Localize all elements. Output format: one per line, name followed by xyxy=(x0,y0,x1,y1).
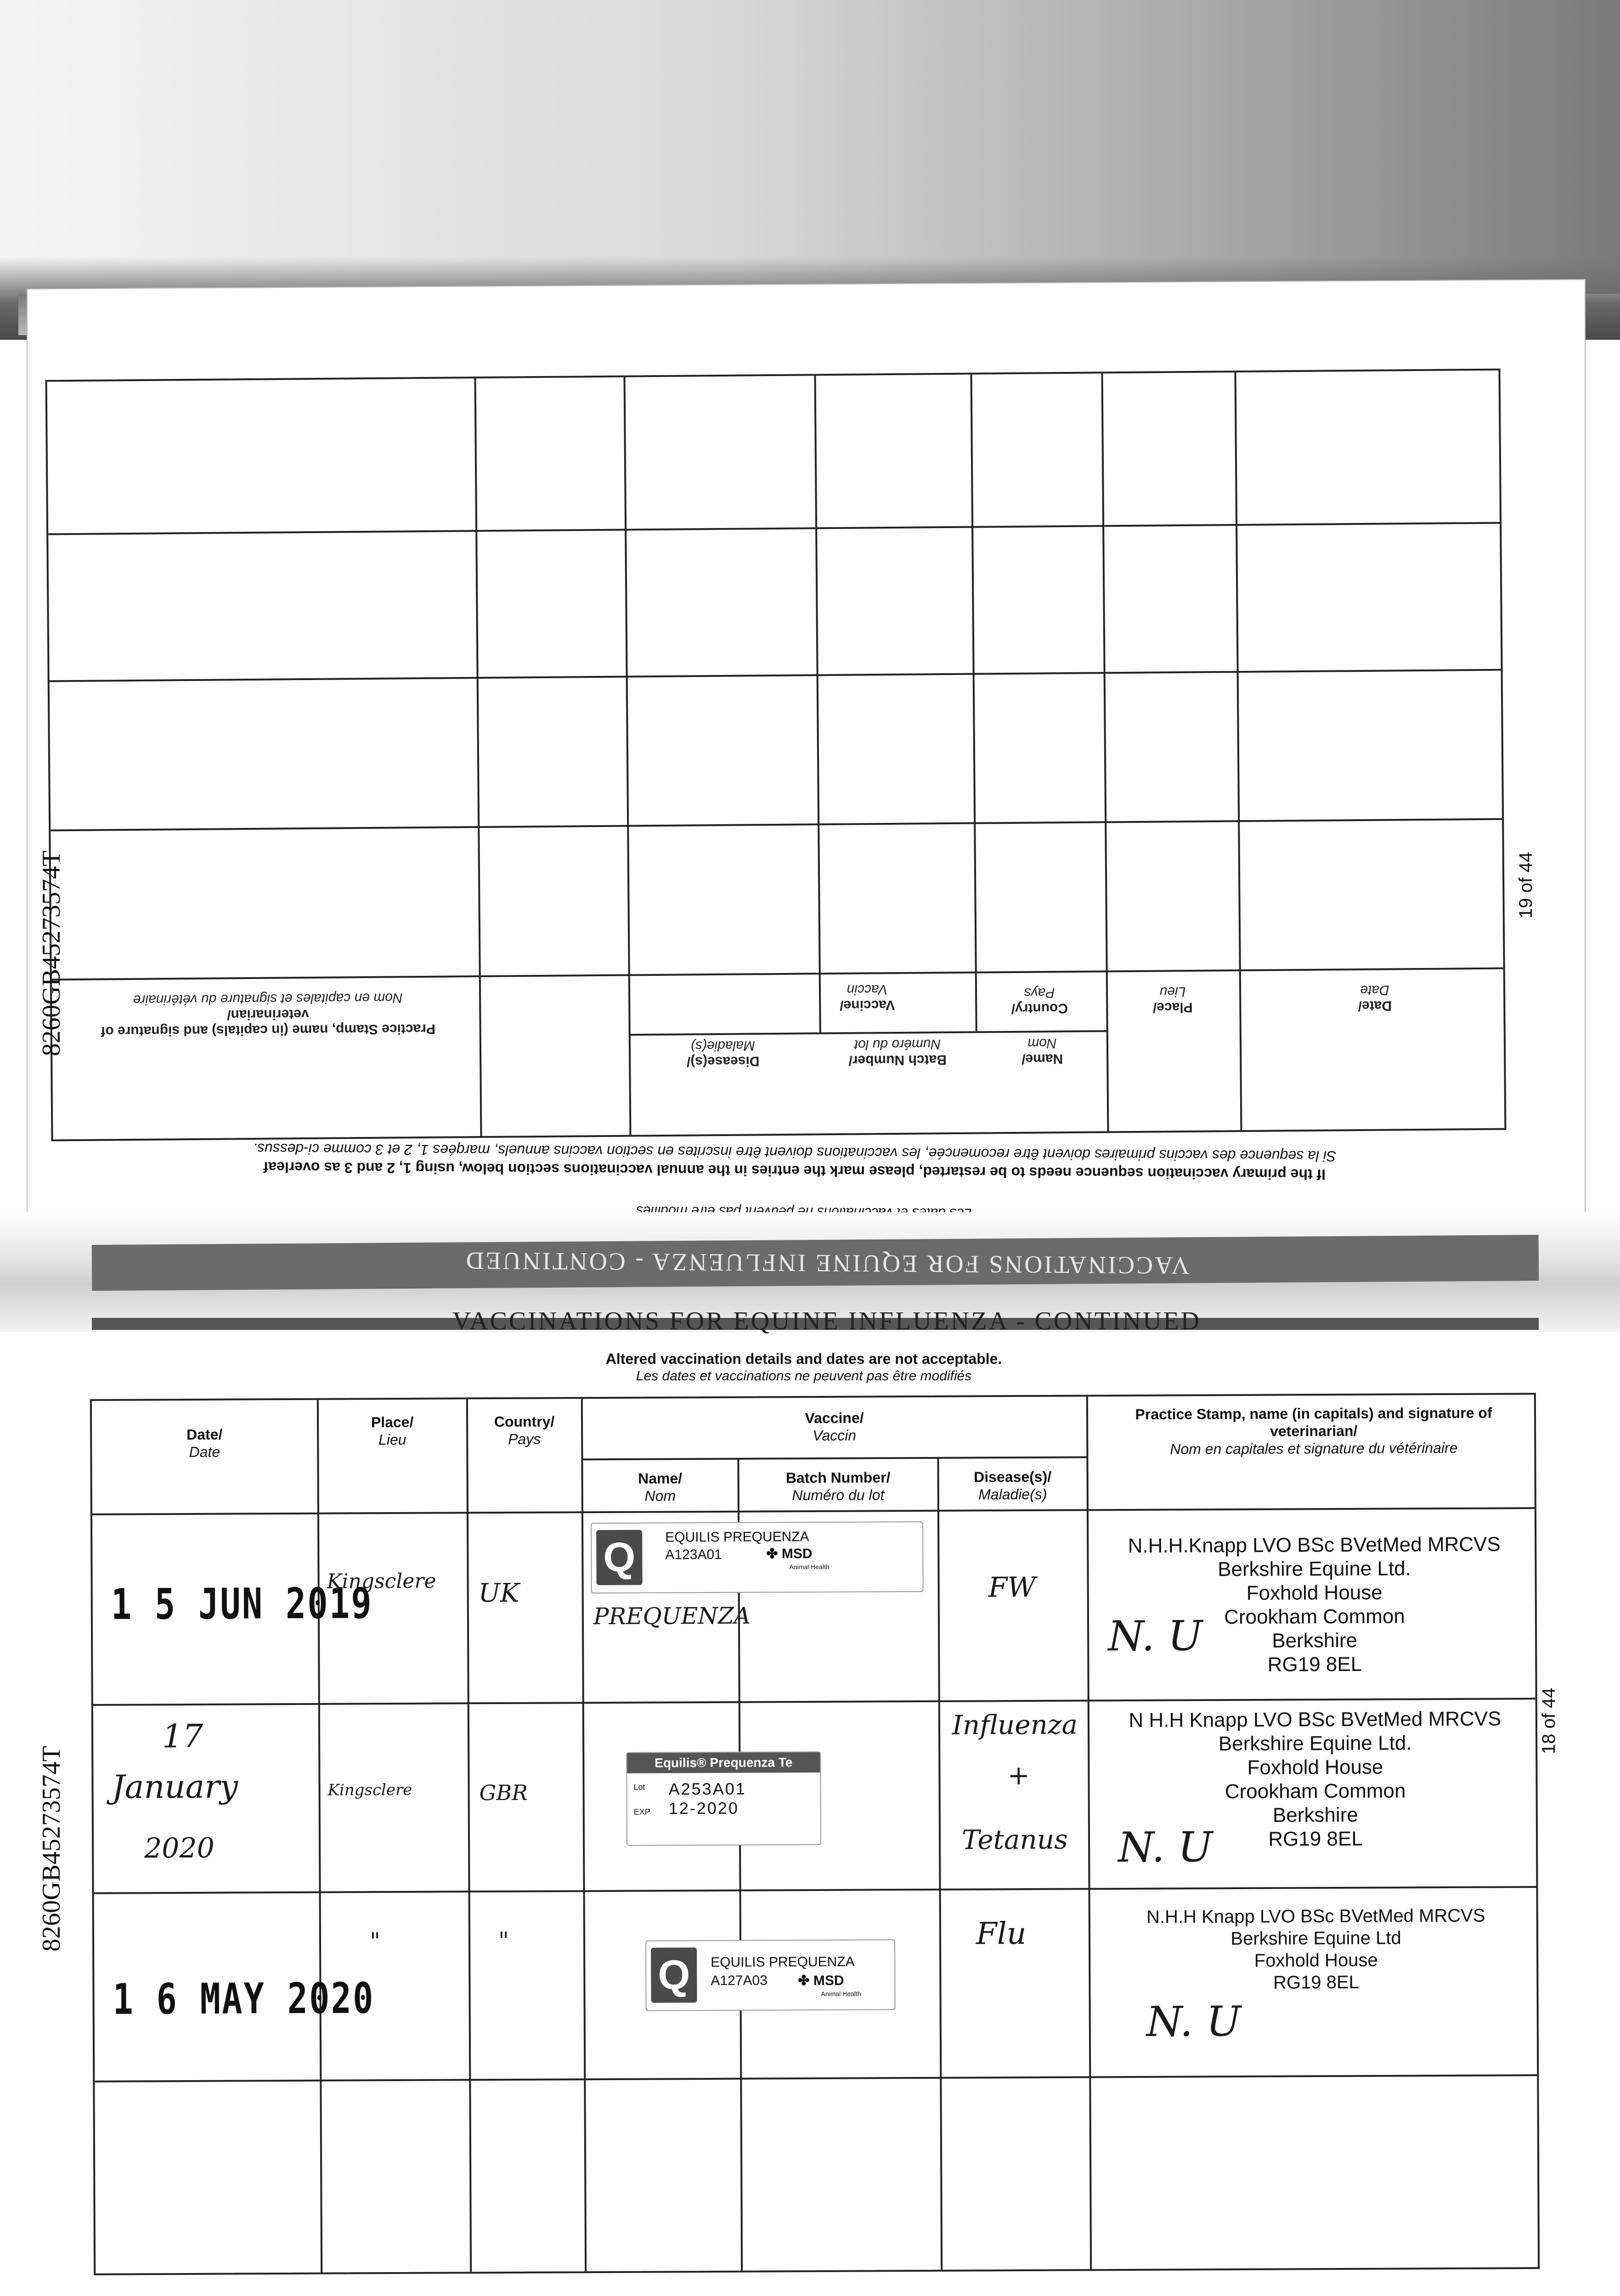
row2-label-title: Equilis® Prequenza Te xyxy=(627,1752,820,1773)
row1-q-logo: Q xyxy=(596,1530,643,1585)
row2-disease-line3: Tetanus xyxy=(961,1823,1068,1856)
row1-disease: FW xyxy=(988,1571,1036,1604)
upper-header-disease: Disease(s)/ Maladie(s) xyxy=(686,1038,760,1069)
row3-disease: Flu xyxy=(976,1915,1027,1952)
row3-place: " xyxy=(369,1928,381,1955)
row1-label-brand: ✤ MSD xyxy=(766,1546,813,1562)
vaccination-table xyxy=(90,1393,1540,2275)
upper-vaccination-table xyxy=(45,369,1507,1142)
row2-date-year: 2020 xyxy=(144,1832,214,1865)
header-date: Date/ Date xyxy=(186,1426,223,1460)
upper-header-batch: Batch Number/ Numéro du lot xyxy=(848,1036,947,1068)
header-batch-number: Batch Number/ Numéro du lot xyxy=(785,1469,891,1504)
upper-page-number: 19 of 44 xyxy=(1516,852,1536,918)
header-country: Country/ Pays xyxy=(494,1413,555,1447)
upper-header-place: Place/ Lieu xyxy=(1152,984,1193,1015)
upper-instruction-en: If the primary vaccination sequence needs to be restarted, please mark the entries in the annual vaccinations section below, using 1, 2 and 3 as overleaf xyxy=(263,1159,1326,1183)
upper-header-date: Date/ Date xyxy=(1358,982,1392,1014)
row3-q-logo: Q xyxy=(651,1947,697,2003)
row3-label-brand: ✤ MSD xyxy=(798,1973,844,1989)
row1-vaccine-label xyxy=(591,1521,924,1593)
row3-practice-stamp: N.H.H Knapp LVO BSc BVetMed MRCVS Berkshire Equine Ltd Foxhold House RG19 8EL xyxy=(1146,1905,1485,1993)
upper-section-title: VACCINATIONS FOR EQUINE INFLUENZA - CONTINUED xyxy=(464,1247,1190,1280)
row1-place: Kingsclere xyxy=(327,1569,436,1593)
row2-label-exp-key: EXP xyxy=(633,1807,650,1817)
row2-country: GBR xyxy=(479,1780,528,1806)
row3-signature: N. U xyxy=(1146,1997,1242,2046)
upper-header-country: Country/ Pays xyxy=(1011,985,1068,1016)
header-disease: Disease(s)/ Maladie(s) xyxy=(974,1468,1052,1503)
upper-header-vaccine: Vaccine/ Vaccin xyxy=(840,982,895,1013)
row2-date-day: 17 xyxy=(162,1717,203,1756)
row1-label-sub: Animal Health xyxy=(789,1563,830,1571)
row2-date-month: January xyxy=(112,1767,238,1806)
msd-icon: ✤ xyxy=(766,1546,778,1562)
upper-header-stamp: Practice Stamp, name (in capitals) and signature of veterinarian/ Nom en capitales et signature du vétérinaire xyxy=(101,990,436,1039)
row1-country: UK xyxy=(478,1578,519,1609)
upper-instruction-fr: Si la sequence des vaccins primaires doivent être recomencée, les vaccinations doivent être inscrites en section vaccins annuels, marqées 1, 2 et 3 comme ci-dessus. xyxy=(253,1140,1337,1165)
document-id: 8260GB45273574T xyxy=(37,1746,66,1952)
row3-country: " xyxy=(498,1927,509,1954)
row1-date: 1 5 JUN 2019 xyxy=(111,1579,373,1629)
row3-label-sub: Animal Health xyxy=(821,1990,861,1998)
row2-place: Kingsclere xyxy=(327,1780,412,1800)
row2-label-lot-key: Lot xyxy=(633,1782,645,1792)
row3-date: 1 6 MAY 2020 xyxy=(113,1974,375,2024)
row1-label-product: EQUILIS PREQUENZA xyxy=(665,1529,809,1545)
row2-disease-line1: Influenza xyxy=(952,1709,1078,1741)
upper-header-name: Name/ Nom xyxy=(1022,1035,1063,1067)
row3-vaccine-label xyxy=(645,1939,896,2011)
row2-disease-line2: + xyxy=(1007,1759,1030,1791)
page-number: 18 of 44 xyxy=(1539,1688,1559,1754)
row1-label-batch: A123A01 xyxy=(665,1547,722,1563)
row1-practice-stamp: N.H.H.Knapp LVO BSc BVetMed MRCVS Berkshire Equine Ltd. Foxhold House Crookham Common Berkshire RG19 8EL xyxy=(1128,1533,1501,1676)
upper-document-id: 8260GB45273574T xyxy=(37,850,66,1056)
row1-vaccine-name: PREQUENZA xyxy=(593,1602,751,1630)
notice-bold: Altered vaccination details and dates are not acceptable. xyxy=(605,1351,1002,1367)
lower-notice xyxy=(367,1350,1240,1385)
row2-signature: N. U xyxy=(1118,1823,1213,1872)
row2-label-lot: A253A01 xyxy=(668,1779,746,1799)
row1-signature: N. U xyxy=(1107,1612,1203,1661)
section-title: VACCINATIONS FOR EQUINE INFLUENZA - CONTINUED xyxy=(452,1307,1202,1335)
scan-background xyxy=(0,0,1620,294)
row2-practice-stamp: N H.H Knapp LVO BSc BVetMed MRCVS Berkshire Equine Ltd. Foxhold House Crookham Common Berkshire RG19 8EL xyxy=(1129,1707,1501,1851)
row3-label-batch: A127A03 xyxy=(711,1973,768,1988)
header-practice-stamp: Practice Stamp, name (in capitals) and signature of veterinarian/ Nom en capitales et signature du vétérinaire xyxy=(1135,1404,1492,1458)
header-name: Name/ Nom xyxy=(638,1470,683,1504)
notice-italic: Les dates et vaccinations ne peuvent pas être modifiés xyxy=(636,1368,972,1384)
row2-vaccine-label xyxy=(626,1751,821,1846)
row3-label-product: EQUILIS PREQUENZA xyxy=(711,1954,855,1970)
header-place: Place/ Lieu xyxy=(371,1413,414,1448)
msd-icon: ✤ xyxy=(798,1973,810,1989)
header-vaccine: Vaccine/ Vaccin xyxy=(805,1409,864,1444)
row2-label-exp: 12-2020 xyxy=(668,1798,739,1818)
